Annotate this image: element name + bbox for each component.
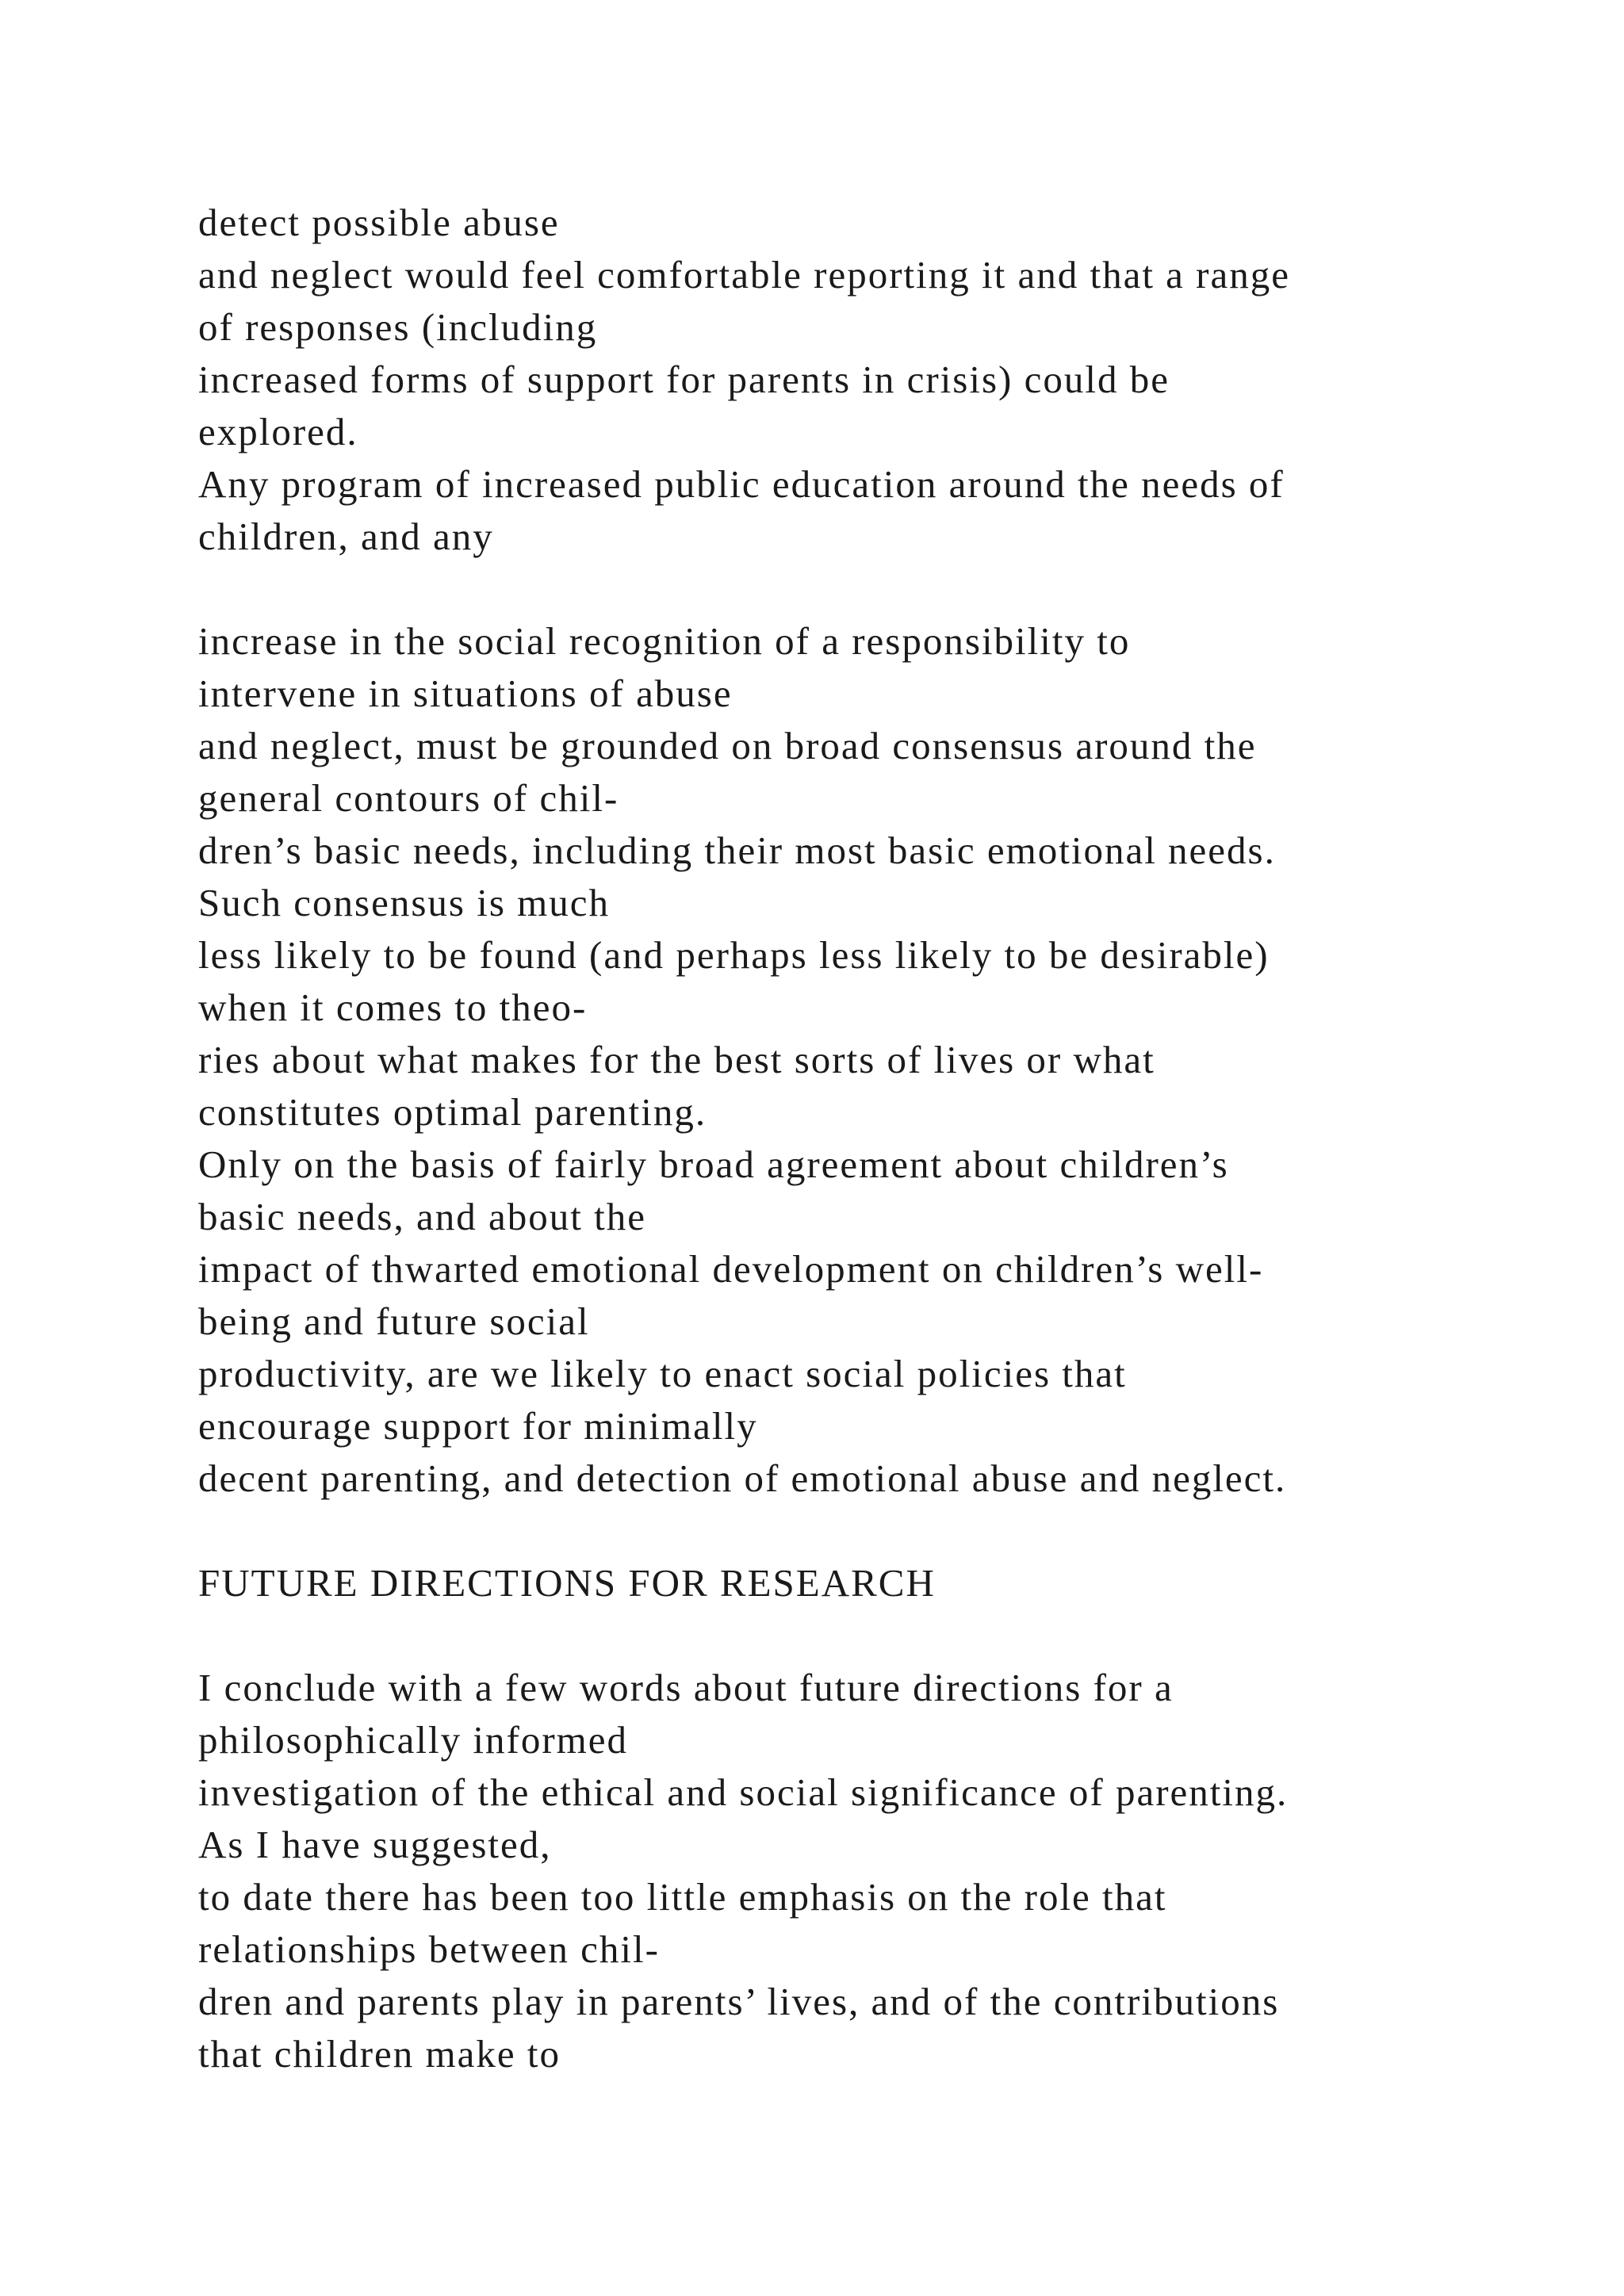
text-line: relationships between chil- — [198, 1927, 660, 1971]
text-line: general contours of chil- — [198, 776, 619, 820]
text-line: less likely to be found (and perhaps less likely to be desirable) — [198, 933, 1270, 977]
text-line: Such consensus is much — [198, 881, 610, 924]
text-line: that children make to — [198, 2032, 561, 2076]
text-line: and neglect, must be grounded on broad consensus around the — [198, 724, 1257, 767]
document-body — [198, 197, 1562, 2080]
text-line: constitutes optimal parenting. — [198, 1090, 707, 1134]
text-line: impact of thwarted emotional development on children’s well- — [198, 1247, 1264, 1291]
text-line: intervene in situations of abuse — [198, 672, 733, 715]
text-line: to date there has been too little emphasis on the role that — [198, 1875, 1167, 1919]
blank-line — [198, 1505, 1562, 1557]
text-line: Any program of increased public education around the needs of — [198, 462, 1285, 506]
text-line: As I have suggested, — [198, 1823, 552, 1866]
text-line: productivity, are we likely to enact social policies that — [198, 1352, 1127, 1395]
text-line: being and future social — [198, 1299, 590, 1343]
text-line: increased forms of support for parents in crisis) could be — [198, 358, 1170, 401]
text-line: explored. — [198, 410, 358, 453]
text-line: ries about what makes for the best sorts of lives or what — [198, 1038, 1155, 1081]
text-line: investigation of the ethical and social significance of parenting. — [198, 1770, 1289, 1814]
text-line: detect possible abuse — [198, 201, 560, 244]
text-line: when it comes to theo- — [198, 985, 588, 1029]
text-line: dren and parents play in parents’ lives, and of the contributions — [198, 1980, 1280, 2023]
text-line: of responses (including — [198, 305, 598, 349]
text-line: decent parenting, and detection of emotional abuse and neglect. — [198, 1456, 1287, 1500]
text-line: increase in the social recognition of a responsibility to — [198, 619, 1131, 663]
blank-line — [198, 563, 1562, 615]
text-line: basic needs, and about the — [198, 1195, 646, 1238]
text-line: and neglect would feel comfortable reporting it and that a range — [198, 253, 1290, 297]
text-line: encourage support for minimally — [198, 1404, 758, 1448]
text-line: I conclude with a few words about future directions for a — [198, 1666, 1174, 1709]
text-line: Only on the basis of fairly broad agreement about children’s — [198, 1142, 1229, 1186]
blank-line — [198, 1609, 1562, 1662]
text-line: philosophically informed — [198, 1718, 628, 1762]
text-line: children, and any — [198, 515, 494, 558]
section-heading: FUTURE DIRECTIONS FOR RESEARCH — [198, 1561, 936, 1605]
text-line: dren’s basic needs, including their most basic emotional needs. — [198, 828, 1276, 872]
